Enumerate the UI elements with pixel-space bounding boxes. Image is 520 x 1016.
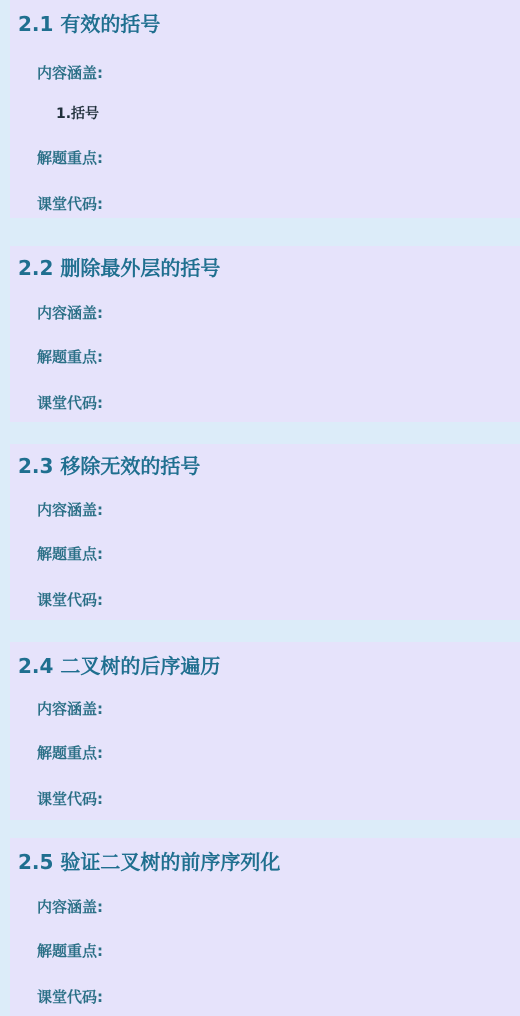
section-title-text: 删除最外层的括号: [60, 256, 221, 280]
content-coverage-label: 内容涵盖:: [37, 700, 103, 718]
content-coverage-label: 内容涵盖:: [37, 501, 103, 519]
section-2-5: [10, 838, 520, 1016]
section-number: 2.5: [18, 850, 54, 874]
section-title: [18, 846, 280, 875]
section-number: 2.3: [18, 454, 54, 478]
section-2-3: [10, 444, 520, 620]
section-title: [18, 650, 220, 679]
section-title-text: 验证二叉树的前序序列化: [60, 850, 281, 874]
section-number: 2.4: [18, 654, 54, 678]
subitem-label: 1.括号: [56, 106, 100, 122]
section-number: 2.1: [18, 12, 54, 36]
section-title: [18, 8, 160, 37]
class-code-label: 课堂代码:: [37, 195, 103, 213]
key-points-label: 解题重点:: [37, 149, 103, 167]
class-code-label: 课堂代码:: [37, 394, 103, 412]
section-2-4: [10, 642, 520, 820]
content-coverage-label: 内容涵盖:: [37, 304, 103, 322]
class-code-label: 课堂代码:: [37, 591, 103, 609]
key-points-label: 解题重点:: [37, 942, 103, 960]
class-code-label: 课堂代码:: [37, 790, 103, 808]
section-title: [18, 450, 200, 479]
section-number: 2.2: [18, 256, 54, 280]
section-title: [18, 252, 220, 281]
class-code-label: 课堂代码:: [37, 988, 103, 1006]
section-title-text: 有效的括号: [60, 12, 161, 36]
section-title-text: 移除无效的括号: [60, 454, 201, 478]
section-2-2: [10, 246, 520, 422]
section-2-1: [10, 0, 520, 218]
key-points-label: 解题重点:: [37, 744, 103, 762]
content-coverage-label: 内容涵盖:: [37, 898, 103, 916]
content-coverage-label: 内容涵盖:: [37, 64, 103, 82]
key-points-label: 解题重点:: [37, 545, 103, 563]
section-title-text: 二叉树的后序遍历: [60, 654, 221, 678]
key-points-label: 解题重点:: [37, 348, 103, 366]
